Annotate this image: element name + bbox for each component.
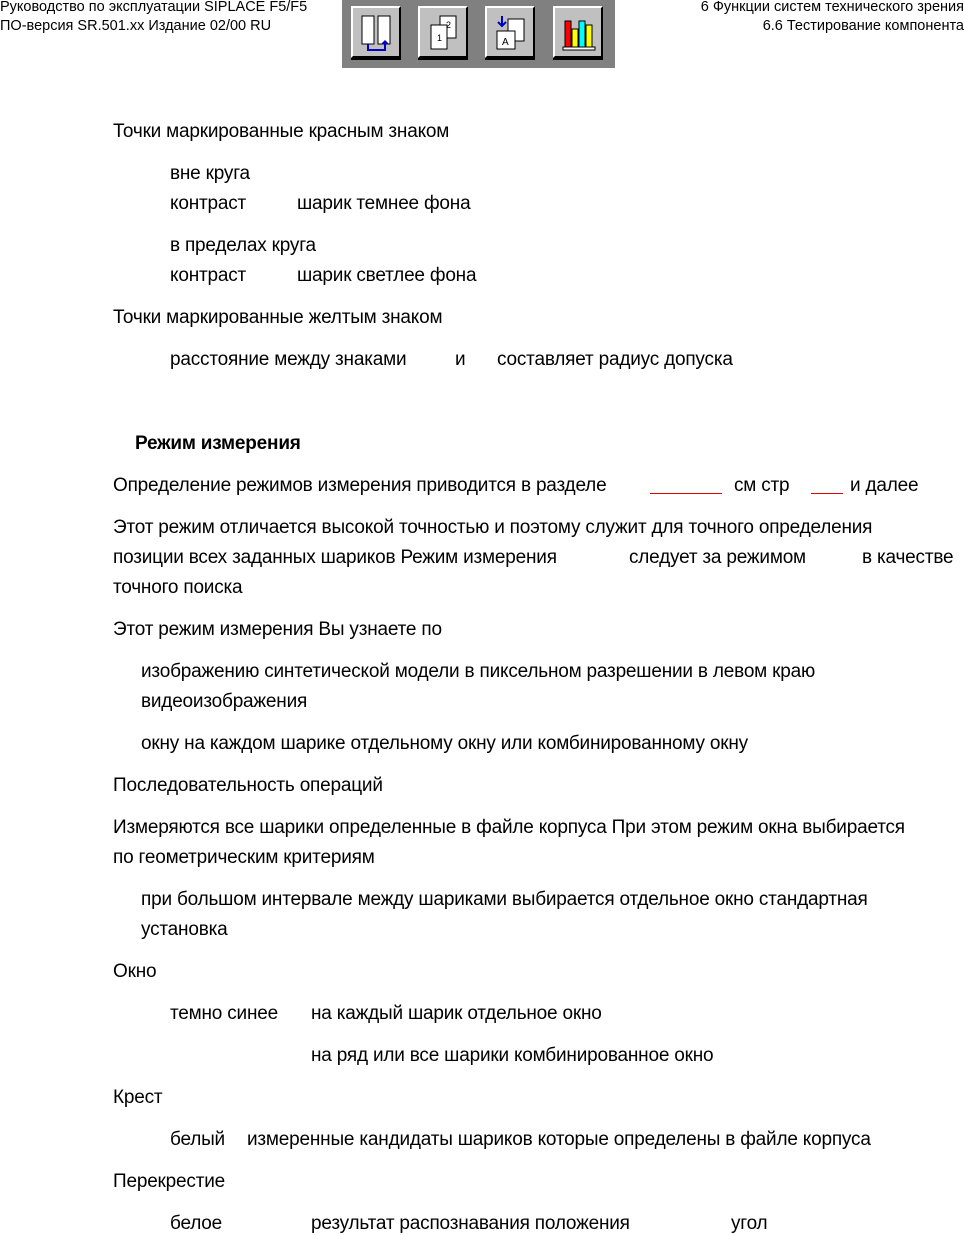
document-swap-icon [493,13,529,53]
text-line: Этот режим отличается высокой точностью и поэтому служит для точного определения [113,517,873,538]
text-line: в качестве [862,547,954,568]
text-line: шарик светлее фона [297,265,477,286]
text-line: Последовательность операций [113,775,383,796]
text-line: контраст [170,265,247,286]
text-line: в пределах круга [170,235,316,256]
text-line: следует за режимом [629,547,806,568]
text-line: составляет радиус допуска [497,349,733,370]
text-line: Определение режимов измерения приводится в разделе [113,475,607,496]
text-line: контраст [170,193,247,214]
text-line: окну на каждом шарике отдельному окну или комбинированному окну [141,733,748,754]
text-line: Точки маркированные желтым знаком [113,307,443,328]
header-manual-title: Руководство по эксплуатации SIPLACE F5/F5 [0,0,308,15]
text-line: угол [731,1213,768,1234]
section-heading: Режим измерения [135,433,301,454]
text-line: при большом интервале между шариками выбирается отдельное окно стандартная [141,889,868,910]
text-line: точного поиска [113,577,243,598]
header-section: 6.6 Тестирование компонента [762,18,964,34]
text-line: Окно [113,961,157,982]
text-line: см стр [734,475,790,496]
text-line: установка [141,919,228,940]
text-line: Крест [113,1087,163,1108]
text-line: позиции всех заданных шариков Режим измерения [113,547,557,568]
text-line: расстояние между знаками [170,349,407,370]
text-line: белое [170,1213,223,1234]
svg-text:2: 2 [446,20,452,30]
pages-button[interactable] [418,6,468,58]
page-layout-button[interactable] [351,6,401,58]
text-line: белый [170,1129,225,1150]
text-line: и далее [850,475,919,496]
page-layout-icon [359,13,395,53]
toolbar [342,0,615,68]
section-link-placeholder[interactable] [650,493,722,494]
text-line: темно синее [170,1003,278,1024]
text-line: вне круга [170,163,250,184]
text-line: и [455,349,466,370]
text-line: Точки маркированные красным знаком [113,121,450,142]
text-line: изображению синтетической модели в пиксельном разрешении в левом краю [141,661,816,682]
text-line: на каждый шарик отдельное окно [311,1003,602,1024]
books-button[interactable] [553,6,603,58]
text-line: шарик темнее фона [297,193,471,214]
text-line: на ряд или все шарики комбинированное окно [311,1045,714,1066]
books-icon [561,13,597,53]
text-line: Этот режим измерения Вы узнаете по [113,619,442,640]
text-line: измеренные кандидаты шариков которые определены в файле корпуса [247,1129,871,1150]
text-line: видеоизображения [141,691,308,712]
pages-icon [426,13,462,53]
text-line: результат распознавания положения [311,1213,630,1234]
text-line: Измеряются все шарики определенные в файле корпуса При этом режим окна выбирается [113,817,905,838]
document-swap-button[interactable] [485,6,535,58]
text-line: по геометрическим критериям [113,847,375,868]
svg-text:A: A [502,37,509,48]
header-chapter: 6 Функции систем технического зрения [700,0,964,15]
svg-text:1: 1 [437,33,443,43]
text-line: Перекрестие [113,1171,225,1192]
page-link-placeholder[interactable] [811,493,843,494]
header-version: ПО-версия SR.501.xx Издание 02/00 RU [0,18,272,34]
